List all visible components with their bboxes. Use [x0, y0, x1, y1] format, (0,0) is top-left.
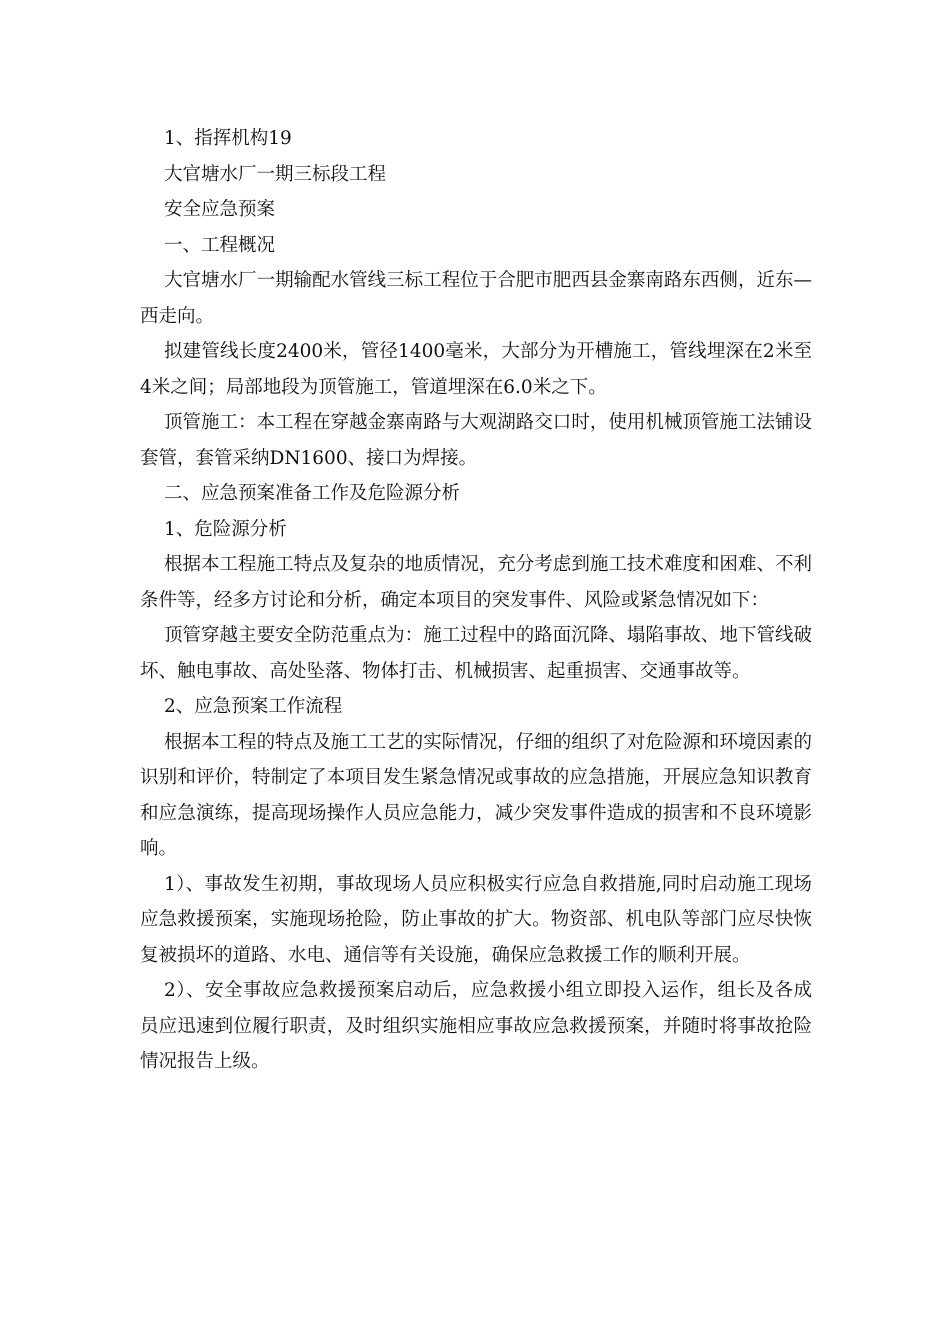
subsection-heading-hazard: 1、危险源分析: [164, 518, 287, 540]
paragraph-step-2: 2）、安全事故应急救援预案启动后，应急救援小组立即投入运作，组长及各成员应迅速到位履行职责，及时组织实施相应事故应急救援预案，并随时将事故抢险情况报告上级。: [140, 980, 812, 1072]
paragraph-workflow-intro: 根据本工程的特点及施工工艺的实际情况，仔细的组织了对危险源和环境因素的识别和评价，特制定了本项目发生紧急情况或事故的应急措施，开展应急知识教育和应急演练，提高现场操作人员应急能力，减少突发事件造成的损害和不良环境影响。: [140, 731, 812, 859]
document-title: 安全应急预案: [164, 199, 276, 220]
project-title: 大官塘水厂一期三标段工程: [164, 163, 387, 185]
paragraph-location: 大官塘水厂一期输配水管线三标工程位于合肥市肥西县金寨南路东西侧，近东—西走向。: [140, 270, 812, 327]
paragraph-pipeline-specs: 拟建管线长度2400米，管径1400毫米，大部分为开槽施工，管线埋深在2米至4米之间；局部地段为顶管施工，管道埋深在6.0米之下。: [140, 341, 812, 398]
section-heading-overview: 一、工程概况: [164, 234, 276, 256]
subsection-heading-workflow: 2、应急预案工作流程: [164, 696, 343, 717]
document-body: [140, 121, 812, 1080]
paragraph-step-1: 1）、事故发生初期，事故现场人员应积极实行应急自救措施,同时启动施工现场应急救援预案，实施现场抢险，防止事故的扩大。物资部、机电队等部门应尽快恢复被损坏的道路、水电、通信等有关设施，确保应急救援工作的顺利开展。: [140, 873, 812, 966]
paragraph-jacking-construction: 顶管施工：本工程在穿越金寨南路与大观湖路交口时，使用机械顶管施工法铺设套管，套管采纳DN1600、接口为焊接。: [140, 412, 812, 469]
section-heading-preparation: 二、应急预案准备工作及危险源分析: [164, 483, 461, 504]
paragraph-safety-focus: 顶管穿越主要安全防范重点为：施工过程中的路面沉降、塌陷事故、地下管线破坏、触电事故、高处坠落、物体打击、机械损害、起重损害、交通事故等。: [140, 625, 812, 682]
section-item-title: 1、指挥机构19: [164, 128, 292, 149]
paragraph-hazard-analysis: 根据本工程施工特点及复杂的地质情况，充分考虑到施工技术难度和困难、不利条件等，经多方讨论和分析，确定本项目的突发事件、风险或紧急情况如下：: [140, 554, 812, 611]
